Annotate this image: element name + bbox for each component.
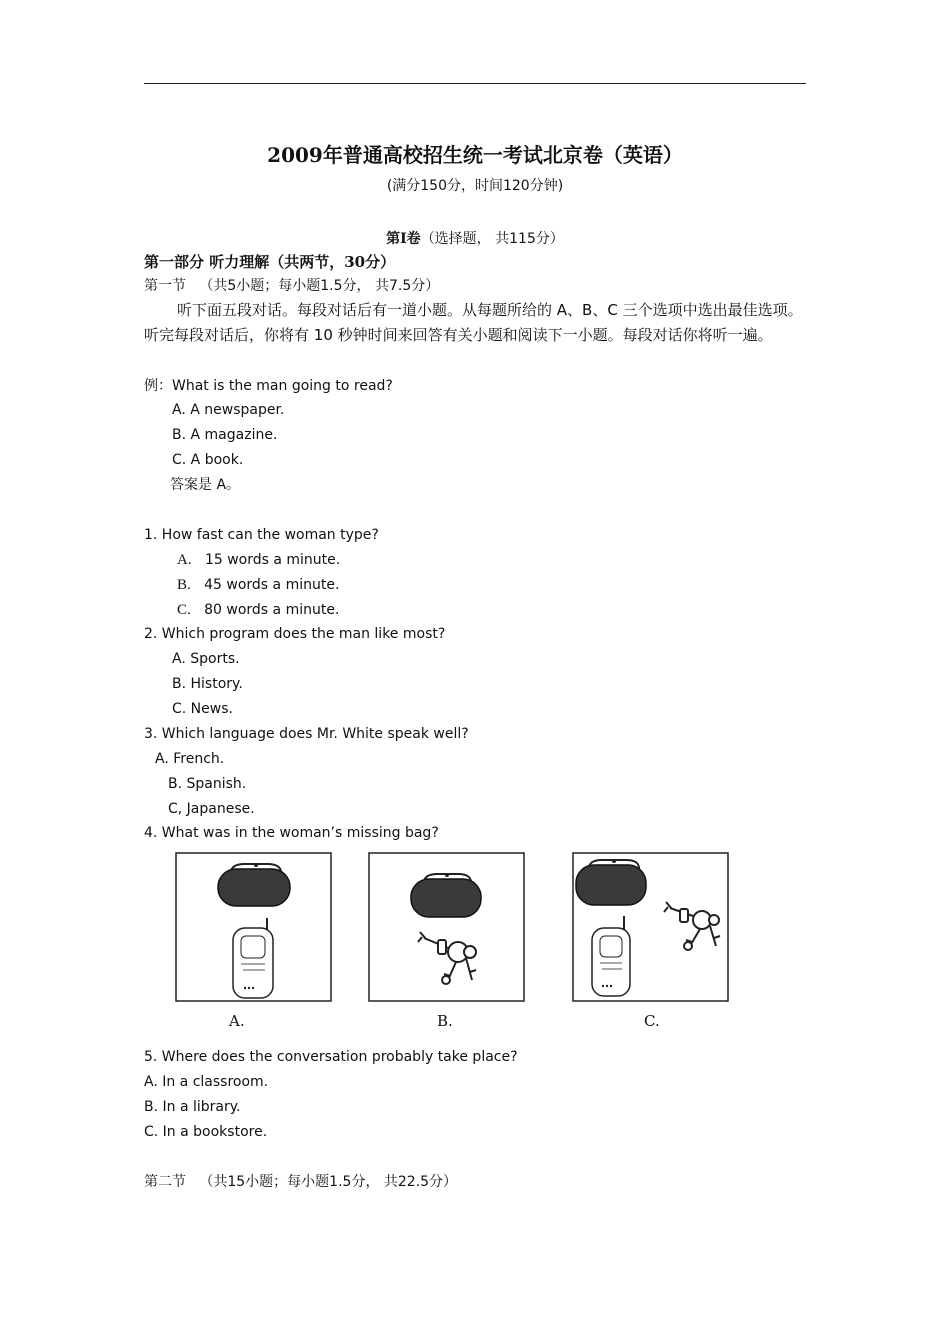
picture-label: C. bbox=[644, 1012, 660, 1030]
section2-label: 第二节 bbox=[144, 1174, 186, 1190]
exam-subtitle: (满分150分，时间120分钟) bbox=[386, 178, 564, 194]
option-text: 15 words a minute. bbox=[204, 552, 341, 568]
option-letter: A. bbox=[177, 552, 192, 568]
purse-icon bbox=[576, 859, 646, 905]
header-rule bbox=[144, 83, 806, 84]
option-text: 45 words a minute. bbox=[204, 577, 340, 593]
example-answer: 答案是 A。 bbox=[170, 477, 241, 493]
example-question bbox=[144, 376, 393, 396]
option-letter: B. bbox=[177, 577, 191, 593]
question-option: C, Japanese. bbox=[168, 801, 255, 817]
question-option: B. In a library. bbox=[144, 1099, 241, 1115]
question-stem: 5. Where does the conversation probably take place? bbox=[144, 1049, 518, 1065]
section1-note: （共5小题；每小题1.5分， 共7.5分） bbox=[199, 278, 440, 294]
option-text: 80 words a minute. bbox=[204, 602, 340, 618]
section2-note: （共15小题；每小题1.5分， 共22.5分） bbox=[199, 1174, 458, 1190]
question-stem: 1. How fast can the woman type? bbox=[144, 527, 379, 543]
part-heading: 第一部分 听力理解（共两节，30分） bbox=[144, 253, 396, 271]
picture-option-b bbox=[368, 852, 525, 1002]
question-option bbox=[177, 575, 339, 595]
example-option: C. A book. bbox=[172, 452, 244, 468]
question-option bbox=[177, 600, 339, 620]
question-option: C. In a bookstore. bbox=[144, 1124, 268, 1140]
question-stem: 3. Which language does Mr. White speak well? bbox=[144, 726, 469, 742]
question-stem: 2. Which program does the man like most? bbox=[144, 626, 446, 642]
section2-heading bbox=[144, 1172, 457, 1192]
example-prefix: 例： bbox=[144, 378, 172, 394]
question-stem: 4. What was in the woman’s missing bag? bbox=[144, 825, 439, 841]
question-option: B. History. bbox=[172, 676, 243, 692]
volume-label: 第I卷 bbox=[386, 231, 421, 247]
volume-note: （选择题， 共115分） bbox=[420, 231, 564, 247]
question-option: A. In a classroom. bbox=[144, 1074, 269, 1090]
question-option: A. French. bbox=[155, 751, 225, 767]
picture-option-c bbox=[572, 852, 729, 1002]
mobile-phone-icon bbox=[233, 918, 273, 998]
picture-label: B. bbox=[437, 1012, 453, 1030]
section1-label: 第一节 bbox=[144, 278, 186, 294]
picture-label: A. bbox=[229, 1012, 245, 1030]
picture-option-a bbox=[175, 852, 332, 1002]
question-option: C. News. bbox=[172, 701, 233, 717]
section1-instructions: 听下面五段对话。每段对话后有一道小题。从每题所给的 A、B、C 三个选项中选出最佳选项。听完每段对话后，你将有 10 秒钟时间来回答有关小题和阅读下一小题。每段对话你将听一遍。 bbox=[144, 301, 803, 344]
question-option: A. Sports. bbox=[172, 651, 240, 667]
option-letter: C. bbox=[177, 602, 191, 618]
exam-title: 2009年普通高校招生统一考试北京卷（英语） bbox=[267, 143, 683, 167]
section1-heading bbox=[144, 276, 439, 296]
example-option: A. A newspaper. bbox=[172, 402, 285, 418]
volume-heading bbox=[0, 228, 950, 248]
question-option: B. Spanish. bbox=[168, 776, 247, 792]
example-question-text: What is the man going to read? bbox=[172, 378, 393, 394]
question-option bbox=[177, 550, 340, 570]
example-option: B. A magazine. bbox=[172, 427, 278, 443]
